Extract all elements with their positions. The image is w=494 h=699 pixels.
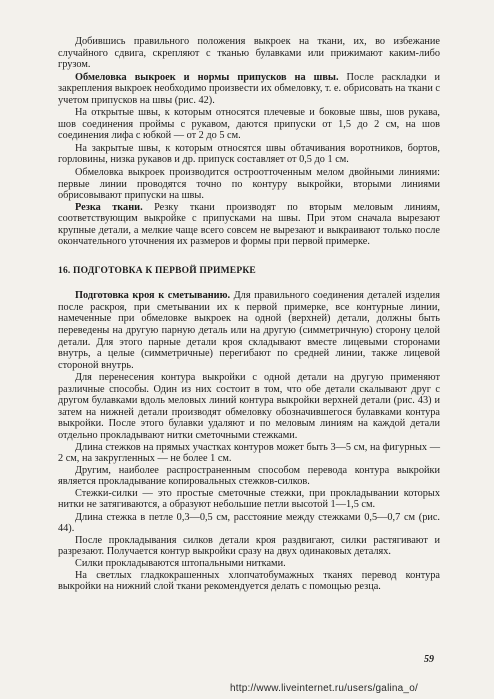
paragraph-13 [58, 535, 440, 558]
paragraph-1 [58, 36, 440, 71]
paragraph-14-text: Силки прокладываются штопальными нитками. [75, 557, 286, 569]
paragraph-15 [58, 570, 440, 593]
paragraph-8-text: Для перенесения контура выкройки с одной детали на другую применяют различные способы. Один из них состоит в том, что обе детали скалывают друг с другом булавками вдоль меловых линий контура выкройки верхней детали (рис. 43) и затем на нижней детали производят обмеловку обозначившегося булавками контура выкройки. После этого булавки удаляют и по меловым линиям на каждой детали отдельно прокладывают нитки сметочными стежками. [58, 372, 440, 441]
paragraph-7 [58, 290, 440, 371]
section-heading: 16. ПОДГОТОВКА К ПЕРВОЙ ПРИМЕРКЕ [58, 265, 256, 276]
subheading-podgotovka: Подготовка кроя к сметыванию. [75, 290, 231, 302]
paragraph-13-text: После прокладывания силков детали кроя раздвигают, силки растягивают и разрезают. Получается контур выкройки сразу на двух одинаковых деталях. [58, 534, 440, 558]
paragraph-4 [58, 143, 440, 166]
paragraph-11-text: Стежки-силки — это простые сметочные стежки, при прокладывании которых нитки не затягиваются, а образуют небольшие петли высотой 1—1,5 см. [58, 487, 440, 511]
paragraph-15-text: На светлых гладкокрашенных хлопчатобумажных тканях перевод контура выкройки на нижний слой ткани рекомендуется делать с помощью резца. [58, 569, 440, 593]
paragraph-10 [58, 465, 440, 488]
page-body [58, 36, 440, 593]
paragraph-12 [58, 512, 440, 535]
paragraph-7-text: Для правильного соединения деталей изделия после раскроя, при сметывании их к первой примерке, все контурные линии, намеченные при обмеловке выкроек на одной (верхней) детали, должны быть переведены на другую парную деталь или на другую (симметричную) сторону целой детали. Для этого парные детали кроя складывают вместе лицевыми сторонами внутрь, а целые (симметричные) перегибают по средней линии, также лицевой стороной внутрь. [58, 290, 440, 371]
paragraph-3 [58, 107, 440, 142]
paragraph-2-text: После раскладки и закрепления выкроек необходимо произвести их обмеловку, т. е. обрисовать на ткани с учетом припусков на швы (рис. 42). [58, 71, 440, 106]
paragraph-1-text: Добившись правильного положения выкроек на ткани, их, во избежание случайного сдвига, скрепляют с тканью булавками или прижимают каким-либо грузом. [58, 36, 440, 71]
paragraph-9 [58, 442, 440, 465]
paragraph-2 [58, 72, 440, 107]
paragraph-5 [58, 167, 440, 202]
paragraph-9-text: Длина стежков на прямых участках контуров может быть 3—5 см, на фигурных — 2 см, на закругленных — не более 1 см. [58, 441, 440, 465]
paragraph-8 [58, 372, 440, 441]
paragraph-6-text: Резку ткани производят по вторым меловым линиям, соответствующим выкройке с припусками на швы. При этом сначала вырезают крупные детали, а мелкие чаще всего совсем не вырезают и выкраивают только после окончательного уточнения их размеров и формы при первой примерке. [58, 201, 440, 248]
paragraph-10-text: Другим, наиболее распространенным способом перевода контура выкройки является прокладывание копировальных стежков-силков. [58, 464, 440, 488]
subheading-obmelovka: Обмеловка выкроек и нормы припусков на швы. [75, 71, 339, 83]
paragraph-3-text: На открытые швы, к которым относятся плечевые и боковые швы, шов рукава, шов соединения проймы с рукавом, даются припуски от 1,5 до 2 см, на шов соединения лифа с юбкой — от 2 до 5 см. [58, 107, 440, 142]
paragraph-11 [58, 488, 440, 511]
paragraph-14 [58, 558, 440, 570]
paragraph-6 [58, 202, 440, 248]
subheading-rezka: Резка ткани. [75, 201, 143, 213]
paragraph-5-text: Обмеловка выкроек производится остроотточенным мелом двойными линиями: первые линии проводятся точно по контуру выкройки, вторыми линиями обрисовывают припуски на швы. [58, 167, 440, 202]
page-number: 59 [424, 654, 434, 665]
watermark-url: http://www.liveinternet.ru/users/galina_o/ [230, 683, 418, 694]
paragraph-4-text: На закрытые швы, к которым относятся швы обтачивания воротников, бортов, горловины, низка рукавов и др. припуск составляет от 0,5 до 1 см. [58, 142, 440, 166]
paragraph-12-text: Длина стежка в петле 0,3—0,5 см, расстояние между стежками 0,5—0,7 см (рис. 44). [58, 511, 440, 535]
